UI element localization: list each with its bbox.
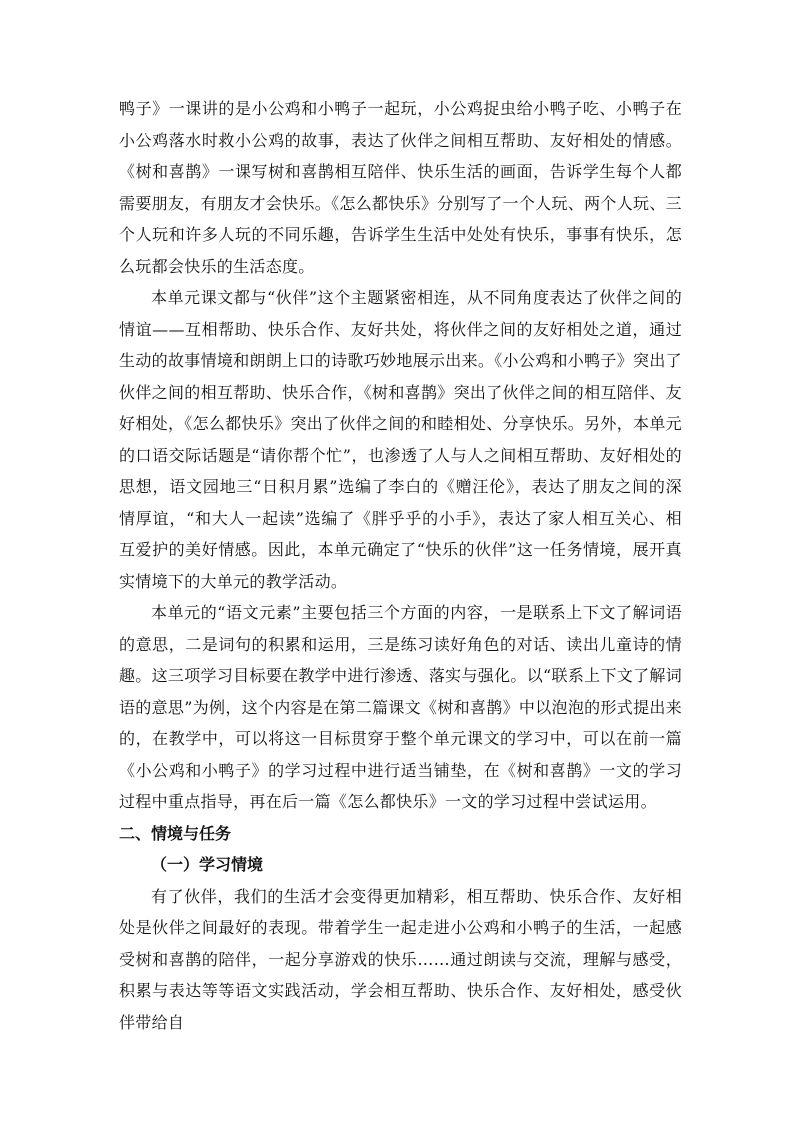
section-heading: 二、情境与任务 — [119, 823, 232, 843]
paragraph-lesson-summary: 鸭子》一课讲的是小公鸡和小鸭子一起玩，小公鸡捉虫给小鸭子吃、小鸭子在小公鸡落水时救小公鸡的故事，表达了伙伴之间相互帮助、友好相处的情感。《树和喜鹊》一课写树和喜鹊相互陪伴、快乐生活的画面，告诉学生每个人都需要朋友，有朋友才会快乐。《怎么都快乐》分别写了一个人玩、两个人玩、三个人玩和许多人玩的不同乐趣，告诉学生生活中处处有快乐，事事有快乐，怎么玩都会快乐的生活态度。 — [119, 99, 682, 276]
paragraph-language-elements: 本单元的“语文元素”主要包括三个方面的内容，一是联系上下文了解词语的意思，二是词句的积累和运用，三是练习读好角色的对话、读出儿童诗的情趣。这三项学习目标要在教学中进行渗透、落实与强化。以“联系上下文了解词语的意思”为例，这个内容是在第二篇课文《树和喜鹊》中以泡泡的形式提出来的，在教学中，可以将这一目标贯穿于整个单元课文的学习中，可以在前一篇《小公鸡和小鸭子》的学习过程中进行适当铺垫，在《树和喜鹊》一文的学习过程中重点指导，再在后一篇《怎么都快乐》一文的学习过程中尝试运用。 — [119, 603, 682, 811]
subsection-heading: （一）学习情境 — [151, 855, 264, 874]
document-body — [119, 93, 682, 1038]
paragraph-learning-situation: 有了伙伴，我们的生活才会变得更加精彩，相互帮助、快乐合作、友好相处是伙伴之间最好的表现。带着学生一起走进小公鸡和小鸭子的生活，一起感受树和喜鹊的陪伴，一起分享游戏的快乐……通过朗读与交流，理解与感受，积累与表达等等语文实践活动，学会相互帮助、快乐合作、友好相处，感受伙伴带给自 — [119, 886, 682, 1032]
paragraph-unit-theme: 本单元课文都与“伙伴”这个主题紧密相连，从不同角度表达了伙伴之间的情谊——互相帮助、快乐合作、友好共处，将伙伴之间的友好相处之道，通过生动的故事情境和朗朗上口的诗歌巧妙地展示出来。《小公鸡和小鸭子》突出了伙伴之间的相互帮助、快乐合作，《树和喜鹊》突出了伙伴之间的相互陪伴、友好相处，《怎么都快乐》突出了伙伴之间的和睦相处、分享快乐。另外，本单元的口语交际话题是“请你帮个忙”，也渗透了人与人之间相互帮助、友好相处的思想，语文园地三“日积月累”选编了李白的《赠汪伦》，表达了朋友之间的深情厚谊，“和大人一起读”选编了《胖乎乎的小手》，表达了家人相互关心、相互爱护的美好情感。因此，本单元确定了“快乐的伙伴”这一任务情境，展开真实情境下的大单元的教学活动。 — [119, 288, 682, 591]
